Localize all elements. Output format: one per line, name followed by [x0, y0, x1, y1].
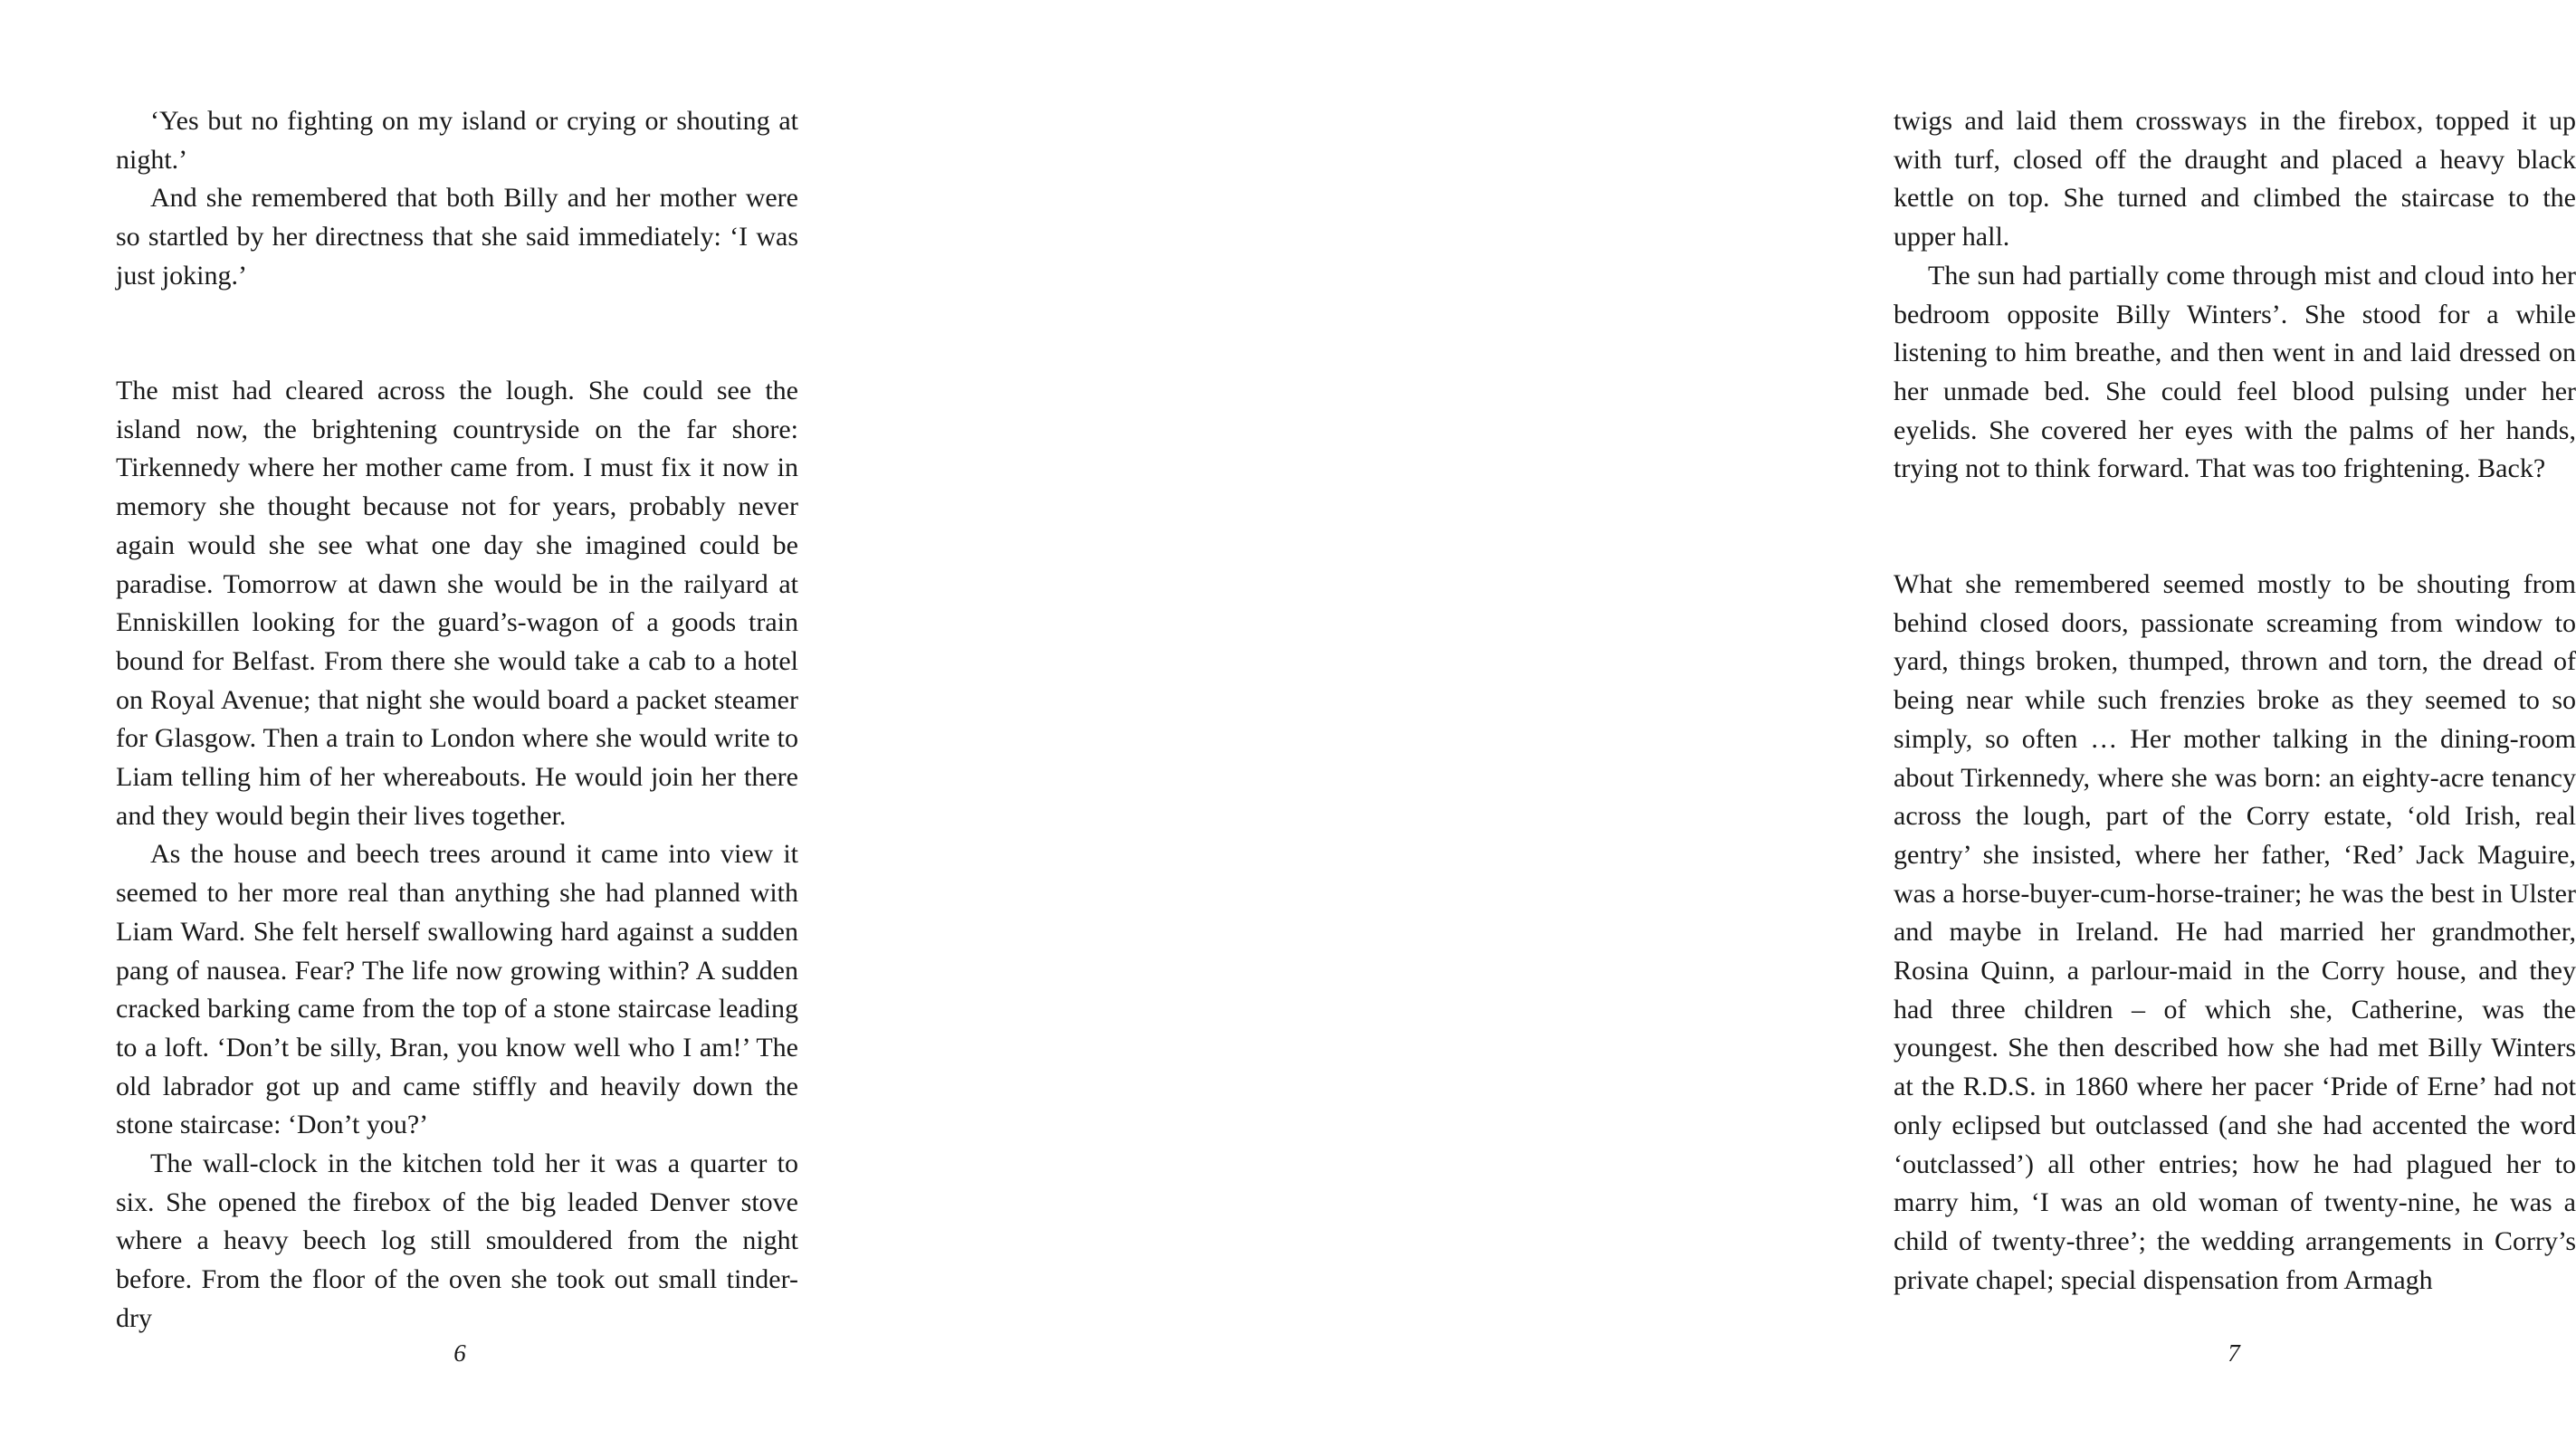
page-number: 7	[2228, 1339, 2240, 1367]
right-page	[905, 0, 2576, 1439]
paragraph: The wall-clock in the kitchen told her it was a quarter to six. She opened the firebox of the big leaded Denver stove where a heavy beech log still smouldered from the night before. From the floor of the oven she took out small tinder-dry	[116, 1148, 798, 1333]
paragraph: twigs and laid them crossways in the firebox, topped it up with turf, closed off the draught and placed a heavy black kettle on top. She turned and climbed the staircase to the upper hall.	[1894, 106, 2576, 253]
paragraph: As the house and beech trees around it came into view it seemed to her more real than anything she had planned with Liam Ward. She felt herself swallowing hard against a sudden pang of nausea. Fear? The life now growing within? A sudden cracked barking came from the top of a stone staircase leading to a loft. ‘Don’t be silly, Bran, you know well who I am!’ The old labrador got up and came stiffly and heavily down the stone staircase: ‘Don’t you?’	[116, 839, 798, 1140]
left-section-1	[116, 102, 798, 296]
paragraph: The sun had partially come through mist and cloud into her bedroom opposite Billy Winters’. She stood for a while listening to him breathe, and then went in and laid dressed on her unmade bed. She could feel blood pulsing under her eyelids. She covered her eyes with the palms of her hands, trying not to think forward. That was too frightening. Back?	[1894, 260, 2576, 484]
right-section-1	[1894, 102, 2576, 489]
paragraph: The mist had cleared across the lough. She could see the island now, the brightening countryside on the far shore: Tirkennedy where her mother came from. I must fix it now in memory she thought because not for years, probably never again would she see what one day she imagined could be paradise. Tomorrow at dawn she would be in the railyard at Enniskillen looking for the guard’s-wagon of a goods train bound for Belfast. From there she would take a cab to a hotel on Royal Avenue; that night she would board a packet steamer for Glasgow. Then a train to London where she would write to Liam telling him of her whereabouts. He would join her there and they would begin their lives together.	[116, 376, 798, 831]
page-number: 6	[453, 1339, 466, 1367]
left-page	[0, 0, 905, 1439]
paragraph: ‘Yes but no fighting on my island or crying or shouting at night.’	[116, 106, 798, 175]
paragraph: And she remembered that both Billy and her mother were so startled by her directness that she said immediately: ‘I was just joking.’	[116, 183, 798, 291]
paragraph: What she remembered seemed mostly to be shouting from behind closed doors, passionate screaming from window to yard, things broken, thumped, thrown and torn, the dread of being near while such frenzies broke as they seemed to so simply, so often … Her mother talking in the dining-room about Tirkennedy, where she was born: an eighty-acre tenancy across the lough, part of the Corry estate, ‘old Irish, real gentry’ she insisted, where her father, ‘Red’ Jack Maguire, was a horse-buyer-cum-horse-trainer; he was the best in Ulster and maybe in Ireland. He had married her grandmother, Rosina Quinn, a parlour-maid in the Corry house, and they had three children – of which she, Catherine, was the youngest. She then described how she had met Billy Winters at the R.D.S. in 1860 where her pacer ‘Pride of Erne’ had not only eclipsed but outclassed (and she had accented the word ‘outclassed’) all other entries; how he had plagued her to marry him, ‘I was an old woman of twenty-nine, he was a child of twenty-three’; the wedding arrangements in Corry’s private chapel; special dispensation from Armagh	[1894, 569, 2576, 1295]
left-section-2	[116, 372, 798, 1339]
right-section-2	[1894, 566, 2576, 1300]
